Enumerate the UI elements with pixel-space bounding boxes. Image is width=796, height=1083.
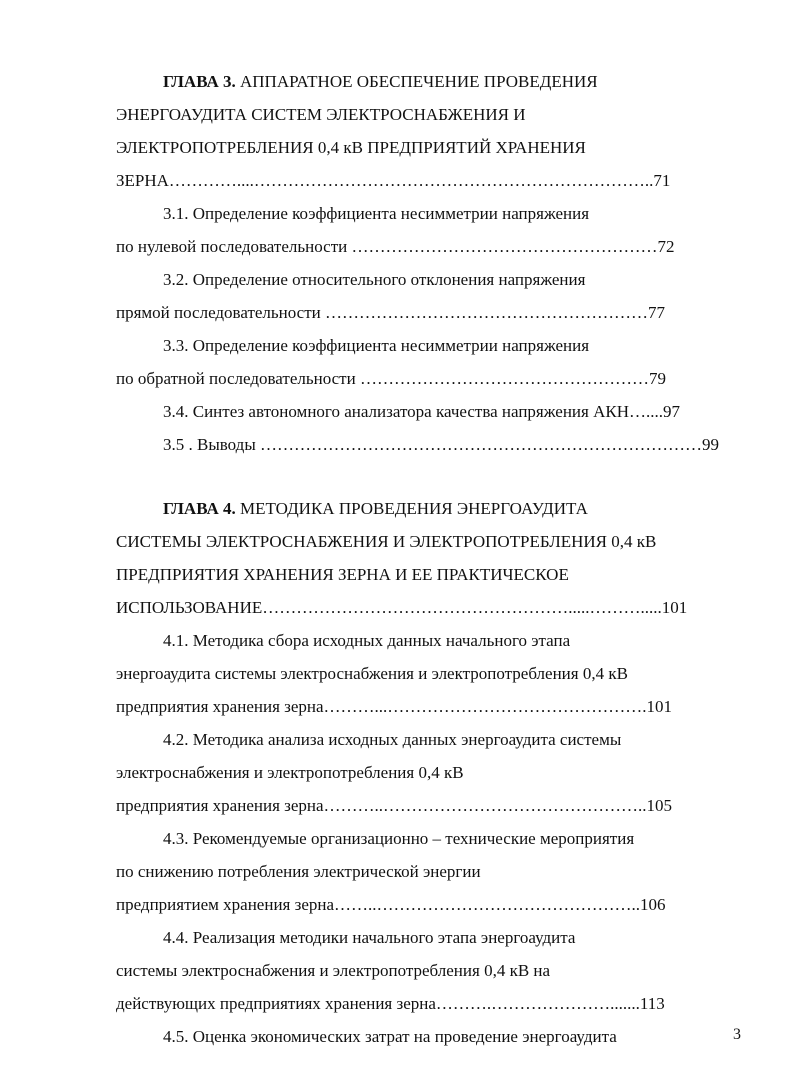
toc-entry-3-2-line-2: прямой последовательности …………………………………………………77 bbox=[116, 303, 666, 322]
chapter-4-label: ГЛАВА 4. bbox=[163, 499, 236, 518]
chapter-4-heading-line-3: ПРЕДПРИЯТИЯ ХРАНЕНИЯ ЗЕРНА И ЕЕ ПРАКТИЧЕСКОЕ bbox=[116, 565, 569, 584]
chapter-3-heading-line-1 bbox=[163, 71, 598, 93]
toc-entry-4-2-line-3: предприятия хранения зерна………..………………………………………..105 bbox=[116, 796, 673, 815]
toc-entry-4-2-line-1: 4.2. Методика анализа исходных данных энергоаудита системы bbox=[163, 730, 622, 749]
toc-entry-3-2-line-1: 3.2. Определение относительного отклонения напряжения bbox=[163, 270, 586, 289]
chapter-4-heading-line-1 bbox=[163, 498, 588, 520]
chapter-4-heading-line-2: СИСТЕМЫ ЭЛЕКТРОСНАБЖЕНИЯ И ЭЛЕКТРОПОТРЕБЛЕНИЯ 0,4 кВ bbox=[116, 532, 657, 551]
toc-entry-4-4-line-2: системы электроснабжения и электропотребления 0,4 кВ на bbox=[116, 961, 551, 980]
toc-entry-4-1-line-3: предприятия хранения зерна………...……………………………………….101 bbox=[116, 697, 673, 716]
toc-entry-4-2-line-2: электроснабжения и электропотребления 0,4 кВ bbox=[116, 763, 464, 782]
toc-entry-3-4: 3.4. Синтез автономного анализатора качества напряжения АКН…....97 bbox=[163, 402, 680, 421]
toc-entry-4-3-line-1: 4.3. Рекомендуемые организационно – технические мероприятия bbox=[163, 829, 635, 848]
toc-entry-4-1-line-2: энергоаудита системы электроснабжения и электропотребления 0,4 кВ bbox=[116, 664, 628, 683]
toc-entry-4-1-line-1: 4.1. Методика сбора исходных данных начального этапа bbox=[163, 631, 571, 650]
toc-entry-4-5: 4.5. Оценка экономических затрат на проведение энергоаудита bbox=[163, 1027, 617, 1046]
toc-entry-3-3-line-1: 3.3. Определение коэффициента несимметрии напряжения bbox=[163, 336, 590, 355]
page-number: 3 bbox=[733, 1026, 741, 1043]
toc-entry-3-3-line-2: по обратной последовательности ……………………………………………79 bbox=[116, 369, 666, 388]
toc-entry-4-4-line-1: 4.4. Реализация методики начального этапа энергоаудита bbox=[163, 928, 576, 947]
chapter-3-title: АППАРАТНОЕ ОБЕСПЕЧЕНИЕ ПРОВЕДЕНИЯ bbox=[235, 72, 598, 91]
chapter-3-heading-line-2: ЭНЕРГОАУДИТА СИСТЕМ ЭЛЕКТРОСНАБЖЕНИЯ И bbox=[116, 105, 526, 124]
toc-entry-3-5: 3.5 . Выводы ……………………………………………………………………99 bbox=[163, 435, 720, 454]
chapter-3-heading-line-4: ЗЕРНА…………....……………………………………………………………..71 bbox=[116, 171, 671, 190]
toc-entry-3-1-line-2: по нулевой последовательности ………………………………………………72 bbox=[116, 237, 675, 256]
toc-entry-4-4-line-3: действующих предприятиях хранения зерна……….………………….......113 bbox=[116, 994, 665, 1013]
toc-entry-4-3-line-2: по снижению потребления электрической энергии bbox=[116, 862, 481, 881]
toc-entry-3-1-line-1: 3.1. Определение коэффициента несимметрии напряжения bbox=[163, 204, 590, 223]
toc-entry-4-3-line-3: предприятием хранения зерна……..………………………………………..106 bbox=[116, 895, 666, 914]
chapter-3-label: ГЛАВА 3. bbox=[163, 72, 236, 91]
chapter-4-title: МЕТОДИКА ПРОВЕДЕНИЯ ЭНЕРГОАУДИТА bbox=[235, 499, 588, 518]
chapter-3-heading-line-3: ЭЛЕКТРОПОТРЕБЛЕНИЯ 0,4 кВ ПРЕДПРИЯТИЙ ХРАНЕНИЯ bbox=[116, 138, 586, 157]
chapter-4-heading-line-4: ИСПОЛЬЗОВАНИЕ……………………………………………….....……….....101 bbox=[116, 598, 688, 617]
